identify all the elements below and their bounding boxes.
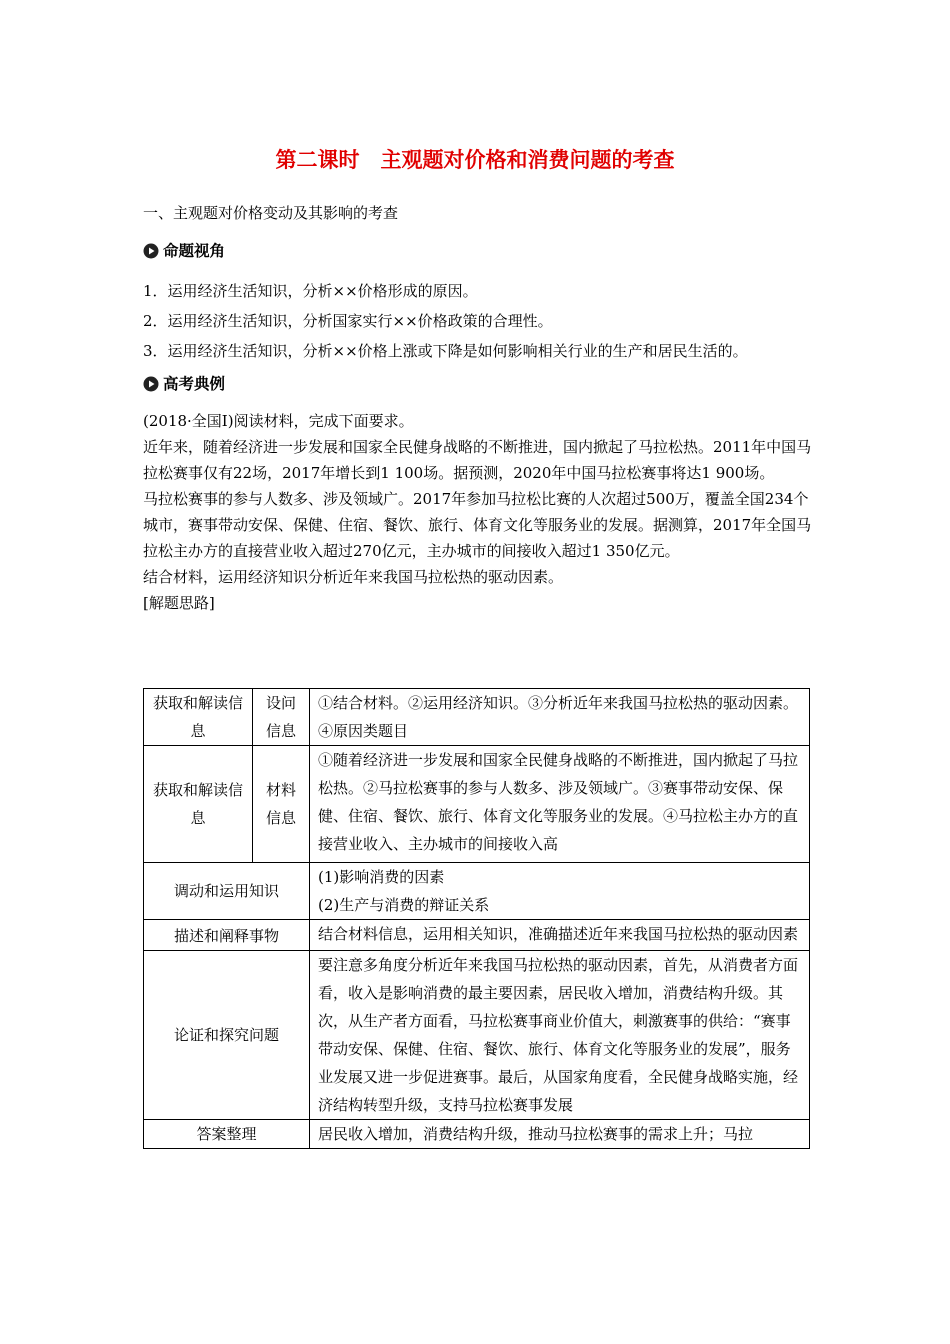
source-line: (2018·全国Ⅰ)阅读材料，完成下面要求。	[143, 412, 414, 430]
table-row	[144, 1120, 810, 1149]
table-cell: 设问信息	[253, 689, 310, 746]
page-title: 第二课时 主观题对价格和消费问题的考查	[275, 148, 675, 172]
table-cell: 结合材料信息，运用相关知识，准确描述近年来我国马拉松热的驱动因素	[310, 920, 810, 951]
list-item: 3．运用经济生活知识，分析××价格上涨或下降是如何影响相关行业的生产和居民生活的。	[143, 342, 748, 360]
play-circle-icon	[143, 376, 159, 392]
table-cell: 描述和阐释事物	[144, 920, 310, 951]
knowledge-item: (2)生产与消费的辩证关系	[318, 896, 490, 914]
mingti-list	[143, 278, 813, 368]
table-cell	[310, 863, 810, 920]
gaokao-heading-label: 高考典例	[163, 375, 226, 393]
gaokao-body	[143, 408, 813, 616]
jieti-label: [解题思路]	[143, 594, 215, 612]
question-line: 结合材料，运用经济知识分析近年来我国马拉松热的驱动因素。	[143, 568, 564, 586]
table-cell: 居民收入增加，消费结构升级，推动马拉松赛事的需求上升；马拉	[310, 1120, 810, 1149]
list-item: 1．运用经济生活知识，分析××价格形成的原因。	[143, 282, 478, 300]
table-cell: 答案整理	[144, 1120, 310, 1149]
list-item: 2．运用经济生活知识，分析国家实行××价格政策的合理性。	[143, 312, 553, 330]
table-cell: 获取和解读信息	[144, 746, 253, 863]
section-heading: 一、主观题对价格变动及其影响的考查	[143, 204, 399, 222]
table-row	[144, 920, 810, 951]
table-row	[144, 951, 810, 1120]
material-paragraph: 马拉松赛事的参与人数多、涉及领域广。2017年参加马拉松比赛的人次超过500万，覆盖全国234个城市，赛事带动安保、保健、住宿、餐饮、旅行、体育文化等服务业的发展。据测算，2017年全国马拉松主办方的直接营业收入超过270亿元，主办城市的间接收入超过1 350亿元。	[143, 490, 812, 560]
table-row	[144, 689, 810, 746]
table-row	[144, 746, 810, 863]
table-cell: 获取和解读信息	[144, 689, 253, 746]
material-paragraph: 近年来，随着经济进一步发展和国家全民健身战略的不断推进，国内掀起了马拉松热。2011年中国马拉松赛事仅有22场，2017年增长到1 100场。据预测，2020年中国马拉松赛事将达1 900场。	[143, 438, 812, 482]
table-cell: 要注意多角度分析近年来我国马拉松热的驱动因素，首先，从消费者方面看，收入是影响消费的最主要因素，居民收入增加，消费结构升级。其次，从生产者方面看，马拉松赛事商业价值大，刺激赛事的供给：“赛事带动安保、保健、住宿、餐饮、旅行、体育文化等服务业的发展”，服务业发展又进一步促进赛事。最后，从国家角度看，全民健身战略实施，经济结构转型升级，支持马拉松赛事发展	[310, 951, 810, 1120]
analysis-table	[143, 688, 810, 1149]
gaokao-heading	[143, 373, 225, 395]
mingti-heading	[143, 240, 225, 262]
mingti-heading-label: 命题视角	[163, 242, 226, 260]
table-cell: 调动和运用知识	[144, 863, 310, 920]
table-cell: ①随着经济进一步发展和国家全民健身战略的不断推进，国内掀起了马拉松热。②马拉松赛事的参与人数多、涉及领域广。③赛事带动安保、保健、住宿、餐饮、旅行、体育文化等服务业的发展。④马拉松主办方的直接营业收入、主办城市的间接收入高	[310, 746, 810, 863]
table-row	[144, 863, 810, 920]
table-cell: ①结合材料。②运用经济知识。③分析近年来我国马拉松热的驱动因素。④原因类题目	[310, 689, 810, 746]
table-cell: 论证和探究问题	[144, 951, 310, 1120]
table-cell: 材料信息	[253, 746, 310, 863]
knowledge-item: (1)影响消费的因素	[318, 868, 445, 886]
play-circle-icon	[143, 243, 159, 259]
